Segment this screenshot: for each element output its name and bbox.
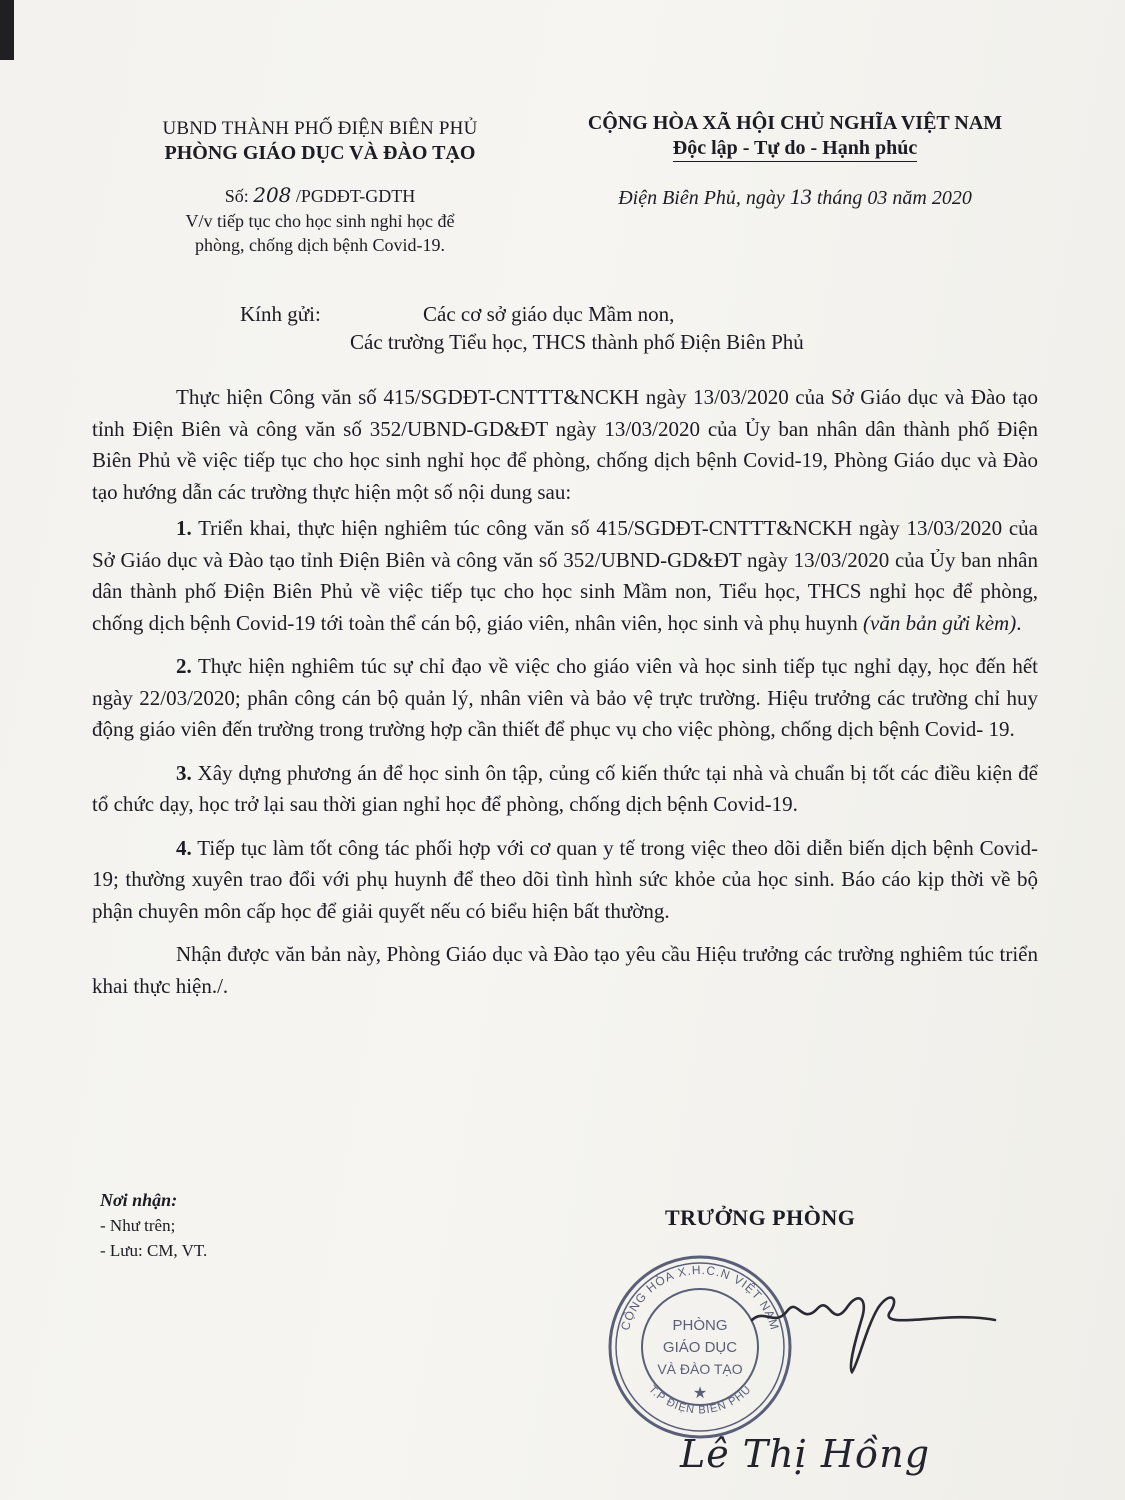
doc-no-prefix: Số: bbox=[224, 186, 254, 206]
recipient-line-2: - Lưu: CM, VT. bbox=[100, 1241, 208, 1260]
subject-line-1: V/v tiếp tục cho học sinh nghỉ học để bbox=[185, 211, 455, 231]
item-1-text: Triển khai, thực hiện nghiêm túc công văn số 415/SGDĐT-CNTTT&NCKH ngày 13/03/2020 của Sở Giáo dục và Đào tạo tỉnh Điện Biên và công văn số 352/UBND-GD&ĐT ngày 13/03/2020 của Ủy ban nhân dân thành phố Điện Biên Phủ về việc tiếp tục cho học sinh Mầm non, Tiểu học, THCS nghỉ học để phòng, chống dịch bệnh Covid-19 tới toàn thể cán bộ, giáo viên, nhân viên, học sinh và phụ huynh bbox=[92, 516, 1038, 635]
recipient-line-1: - Như trên; bbox=[100, 1216, 176, 1235]
item-2-text: Thực hiện nghiêm túc sự chỉ đạo về việc cho giáo viên và học sinh tiếp tục nghỉ dạy, học đến hết ngày 22/03/2020; phân công cán bộ quản lý, nhân viên và bảo vệ trực trường. Hiệu trưởng các trường chỉ huy động giáo viên đến trường trong trường hợp cần thiết để phục vụ cho việc phòng, chống dịch bệnh Covid- 19. bbox=[92, 654, 1038, 741]
intro-paragraph: Thực hiện Công văn số 415/SGDĐT-CNTTT&NCKH ngày 13/03/2020 của Sở Giáo dục và Đào tạo tỉnh Điện Biên và công văn số 352/UBND-GD&ĐT ngày 13/03/2020 của Ủy ban nhân dân thành phố Điện Biên Phủ về việc tiếp tục cho học sinh nghỉ học để phòng, chống dịch bệnh Covid-19, Phòng Giáo dục và Đào tạo hướng dẫn các trường thực hiện một số nội dung sau: bbox=[92, 385, 1038, 504]
recipients-title: Nơi nhận: bbox=[100, 1190, 178, 1210]
item-2-number: 2. bbox=[176, 654, 192, 678]
seal-line-3: VÀ ĐÀO TẠO bbox=[657, 1361, 743, 1377]
item-4-text: Tiếp tục làm tốt công tác phối hợp với cơ quan y tế trong việc theo dõi diễn biến dịch bệnh Covid-19; thường xuyên trao đổi với phụ huynh để theo dõi tình hình sức khỏe của học sinh. Báo cáo kịp thời về bộ phận chuyên môn cấp học để giải quyết nếu có biểu hiện bất thường. bbox=[92, 835, 1038, 923]
date-suffix: tháng 03 năm 2020 bbox=[811, 187, 972, 209]
item-4 bbox=[92, 833, 1038, 928]
item-1-end: . bbox=[1016, 610, 1022, 635]
item-3-text: Xây dựng phương án để học sinh ôn tập, củng cố kiến thức tại nhà và chuẩn bị tốt các điều kiện để tổ chức dạy, học trở lại sau thời gian nghỉ học để phòng, chống dịch bệnh Covid-19. bbox=[92, 760, 1038, 816]
issuer-header bbox=[110, 118, 530, 257]
document-number bbox=[110, 183, 530, 207]
date-prefix: Điện Biên Phủ, ngày bbox=[618, 187, 790, 209]
national-motto: Độc lập - Tự do - Hạnh phúc bbox=[673, 137, 917, 162]
national-header bbox=[555, 112, 1035, 210]
addressee-label: Kính gửi: bbox=[240, 302, 321, 326]
handwritten-signature bbox=[740, 1268, 1000, 1378]
item-2 bbox=[92, 651, 1038, 746]
issuer-org: UBND THÀNH PHỐ ĐIỆN BIÊN PHỦ bbox=[162, 118, 478, 139]
item-1-italic: (văn bản gửi kèm) bbox=[863, 610, 1017, 635]
addressee-block bbox=[240, 300, 804, 356]
addressee-line-1: Các cơ sở giáo dục Mầm non, bbox=[423, 302, 675, 326]
addressee-line-2: Các trường Tiểu học, THCS thành phố Điện Biên Phủ bbox=[350, 330, 804, 354]
issuer-dept: PHÒNG GIÁO DỤC VÀ ĐÀO TẠO bbox=[164, 142, 476, 164]
document-date bbox=[555, 184, 1035, 210]
subject-line-2: phòng, chống dịch bệnh Covid-19. bbox=[195, 235, 445, 255]
item-1 bbox=[92, 513, 1038, 639]
doc-no-suffix: /PGDĐT-GDTH bbox=[291, 186, 416, 206]
seal-line-2: GIÁO DỤC bbox=[662, 1339, 738, 1356]
signer-name: Lê Thị Hồng bbox=[680, 1432, 931, 1476]
signer-title: TRƯỞNG PHÒNG bbox=[665, 1205, 856, 1230]
recipients-block bbox=[100, 1188, 207, 1263]
nation-title: CỘNG HÒA XÃ HỘI CHỦ NGHĨA VIỆT NAM bbox=[587, 112, 1003, 134]
closing-paragraph: Nhận được văn bản này, Phòng Giáo dục và Đào tạo yêu cầu Hiệu trưởng các trường nghiêm túc triển khai thực hiện./. bbox=[92, 942, 1038, 998]
seal-outer-bottom: T.P ĐIỆN BIÊN PHỦ bbox=[646, 1383, 754, 1417]
svg-text:★: ★ bbox=[692, 1385, 708, 1402]
seal-line-1: PHÒNG bbox=[672, 1317, 728, 1334]
desk-edge bbox=[0, 0, 14, 60]
item-3-number: 3. bbox=[176, 760, 192, 785]
item-4-number: 4. bbox=[176, 835, 192, 860]
document-subject bbox=[110, 209, 530, 257]
item-1-number: 1. bbox=[176, 516, 192, 540]
seal-outer-text: CỘNG HÒA X.H.C.N VIỆT NAM bbox=[618, 1262, 783, 1333]
doc-no-handwritten: 208 bbox=[253, 183, 292, 207]
document-body bbox=[92, 382, 1038, 1007]
date-day-handwritten: 13 bbox=[789, 184, 812, 209]
item-3 bbox=[92, 758, 1038, 821]
